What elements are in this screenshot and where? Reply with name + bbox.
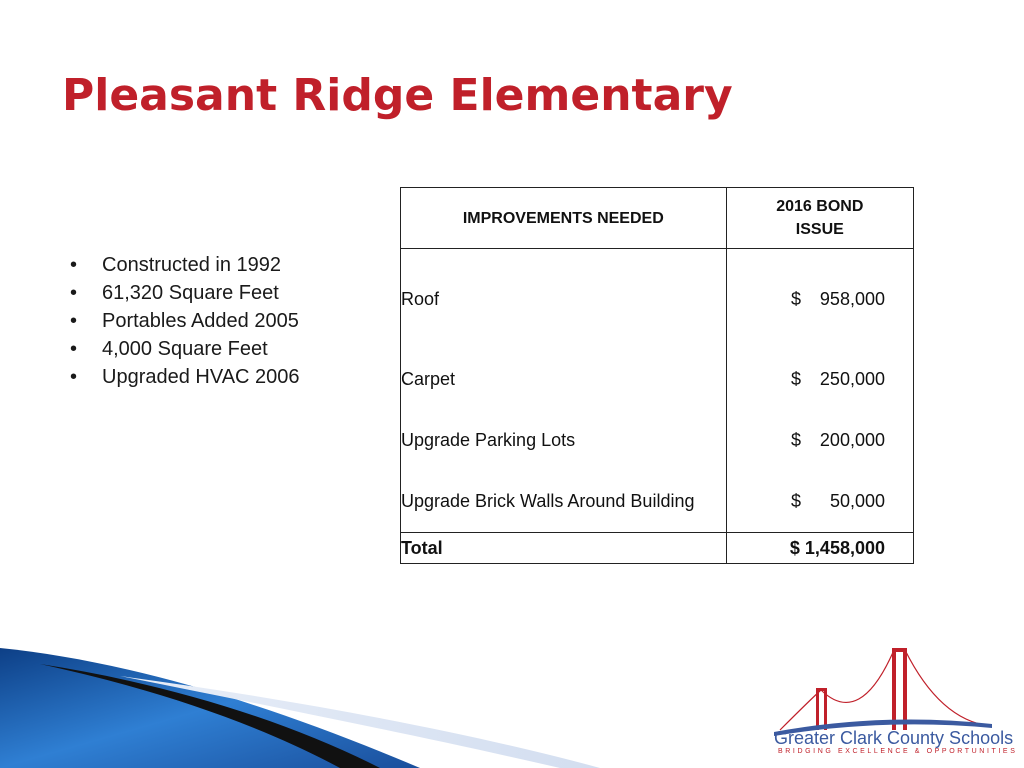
header-improvements: IMPROVEMENTS NEEDED [401,188,727,249]
table-row [401,471,914,533]
row-item: Carpet [401,349,727,410]
row-item: Roof [401,249,727,350]
page-title: Pleasant Ridge Elementary [62,70,733,121]
header-bond-issue: 2016 BOND ISSUE [726,188,913,249]
row-amount: $ 958,000 [726,249,913,350]
table-row [401,349,914,410]
logo-tagline: BRIDGING EXCELLENCE & OPPORTUNITIES [778,748,1018,755]
table-row [401,249,914,350]
table-row [401,410,914,471]
total-label: Total [401,533,727,564]
row-amount: $ 50,000 [726,471,913,533]
row-amount: $ 250,000 [726,349,913,410]
list-item: • Upgraded HVAC 2006 [70,366,300,388]
list-item: • Portables Added 2005 [70,310,299,332]
list-item: • 4,000 Square Feet [70,338,268,360]
table-total-row [401,533,914,564]
table-header-row [401,188,914,249]
row-amount: $ 200,000 [726,410,913,471]
row-item: Upgrade Brick Walls Around Building [401,471,727,533]
row-item: Upgrade Parking Lots [401,410,727,471]
list-item: • 61,320 Square Feet [70,282,279,304]
improvements-table [400,187,914,564]
facts-list [70,251,300,391]
list-item: • Constructed in 1992 [70,254,282,276]
logo-name: Greater Clark County Schools [774,728,1014,748]
total-amount: $ 1,458,000 [726,533,913,564]
